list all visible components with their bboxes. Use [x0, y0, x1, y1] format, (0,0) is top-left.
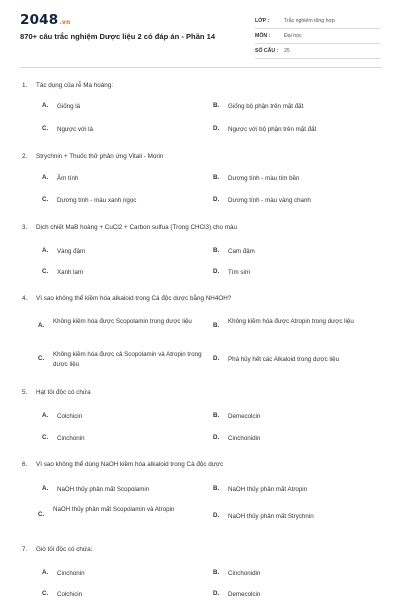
meta-value: Trắc nghiệm tổng hợp [284, 18, 335, 24]
option-text: Colchicin [57, 413, 83, 420]
question-text: Tác dụng của rễ Ma hoàng: [36, 82, 114, 89]
meta-class [255, 14, 380, 29]
option-text: Tím sim [228, 269, 250, 276]
option-letter: C. [38, 511, 45, 518]
option-text: NaOH thủy phân mất Scopolamin và Atropin [53, 506, 175, 513]
question-text: Hạt tỏi độc có chứa [36, 389, 91, 396]
option-letter: B. [213, 412, 220, 419]
option-text: NaOH thủy phân mất Strychnin [228, 513, 314, 520]
option-letter: D. [213, 355, 220, 362]
option-letter: C. [42, 590, 49, 597]
option-text: Cinchonin [57, 570, 85, 577]
option-letter: A. [42, 412, 49, 419]
meta-info [255, 14, 380, 59]
option-letter: C. [42, 434, 49, 441]
question-text: Strychnin + Thuốc thử phản ứng Vitali - Morin [36, 153, 164, 160]
option-text: Giống lá [57, 103, 81, 110]
option-letter: A. [42, 485, 49, 492]
option-letter: A. [42, 569, 49, 576]
question-number: 3. [22, 224, 28, 231]
option-text: Demecolcin [228, 591, 261, 598]
option-letter: B. [213, 569, 220, 576]
option-text: Phá hủy hết các Alkaloid trong dược liệu [228, 356, 340, 363]
option-text: Không kiềm hóa được Scopolamin trong dược liệu [53, 318, 192, 325]
question-stem [22, 546, 92, 553]
option-text: Demecolcin [228, 413, 261, 420]
option-text: Cinchonidin [228, 435, 261, 442]
option-letter: D. [213, 268, 220, 275]
option-text: Dương tính - màu vàng chanh [228, 197, 311, 204]
question-stem [22, 224, 237, 231]
option-letter: A. [42, 102, 49, 109]
option-text: Cinchonin [57, 435, 85, 442]
option-letter: B. [213, 102, 220, 109]
question-number: 4. [22, 295, 28, 302]
question-number: 1. [22, 82, 28, 89]
meta-value: 25 [284, 48, 290, 54]
option-text: Ngược với bộ phận trên mặt đất [228, 126, 317, 133]
option-text: Cam đậm [228, 248, 255, 255]
question-stem [22, 153, 163, 160]
meta-subject [255, 29, 380, 44]
option-letter: B. [213, 322, 220, 329]
option-letter: B. [213, 247, 220, 254]
logo-text: 2048 [20, 12, 59, 28]
question-stem [22, 82, 113, 89]
option-letter: C. [38, 355, 45, 362]
question-text: Giò tỏi độc có chứa: [36, 546, 93, 553]
option-text: Không kiềm hóa được cả Scopolamin và Atropin trong dược liệu [53, 351, 202, 368]
option-text: Dương tính - màu tím bền [228, 175, 300, 182]
logo-suffix: .vn [59, 19, 71, 26]
option-letter: A. [42, 174, 49, 181]
option-text: Vàng đậm [57, 248, 86, 255]
option-text: Xanh lam [57, 269, 84, 276]
option-letter: A. [38, 322, 45, 329]
page-header [0, 0, 400, 66]
option-letter: D. [213, 434, 220, 441]
option-letter: B. [213, 174, 220, 181]
option-letter: D. [213, 512, 220, 519]
question-stem [22, 461, 223, 468]
meta-key: MÔN : [255, 33, 271, 39]
option-text: Cinchonidin [228, 570, 261, 577]
question-number: 7. [22, 546, 28, 553]
option-text: NaOH thủy phân mất Scopolamin [57, 486, 150, 493]
question-stem [22, 389, 91, 396]
question-text: Dịch chiết MaB hoàng + CuCl2 + Carbon sulfua (Trong CHCl3) cho màu [36, 224, 238, 231]
option-letter: D. [213, 125, 220, 132]
document-title: 870+ câu trắc nghiệm Dược liệu 2 có đáp án - Phần 14 [20, 32, 216, 41]
meta-key: LỚP : [255, 18, 270, 24]
option-letter: D. [213, 590, 220, 597]
question-stem [22, 295, 231, 302]
meta-value: Đại học [284, 33, 302, 39]
site-logo[interactable] [20, 12, 70, 28]
option-text: Âm tính [57, 175, 79, 182]
option-letter: C. [42, 196, 49, 203]
option-letter: A. [42, 247, 49, 254]
option-text: Dương tính - màu xanh ngọc [57, 197, 137, 204]
option-letter: C. [42, 268, 49, 275]
meta-count [255, 44, 380, 59]
meta-key: SỐ CÂU : [255, 48, 279, 54]
option-text: Colchicin [57, 591, 83, 598]
question-number: 5. [22, 389, 28, 396]
question-text: Vì sao không thể dùng NaOH kiềm hóa alkaloid trong Cà độc dược [36, 461, 224, 468]
option-text: Không kiềm hóa được Atropin trong dược liệu [228, 318, 354, 325]
question-number: 6. [22, 461, 28, 468]
option-letter: B. [213, 485, 220, 492]
option-letter: D. [213, 196, 220, 203]
option-letter: C. [42, 125, 49, 132]
option-text: Ngược với lá [57, 126, 93, 133]
question-text: Vì sao không thể kiềm hóa alkaloid trong Cà độc dược bằng NH4OH? [36, 295, 232, 302]
header-divider [20, 67, 382, 68]
option-text: NaOH thủy phân mất Atropin [228, 486, 308, 493]
question-number: 2. [22, 153, 28, 160]
option-text: Giống bộ phận trên mặt đất [228, 103, 304, 110]
